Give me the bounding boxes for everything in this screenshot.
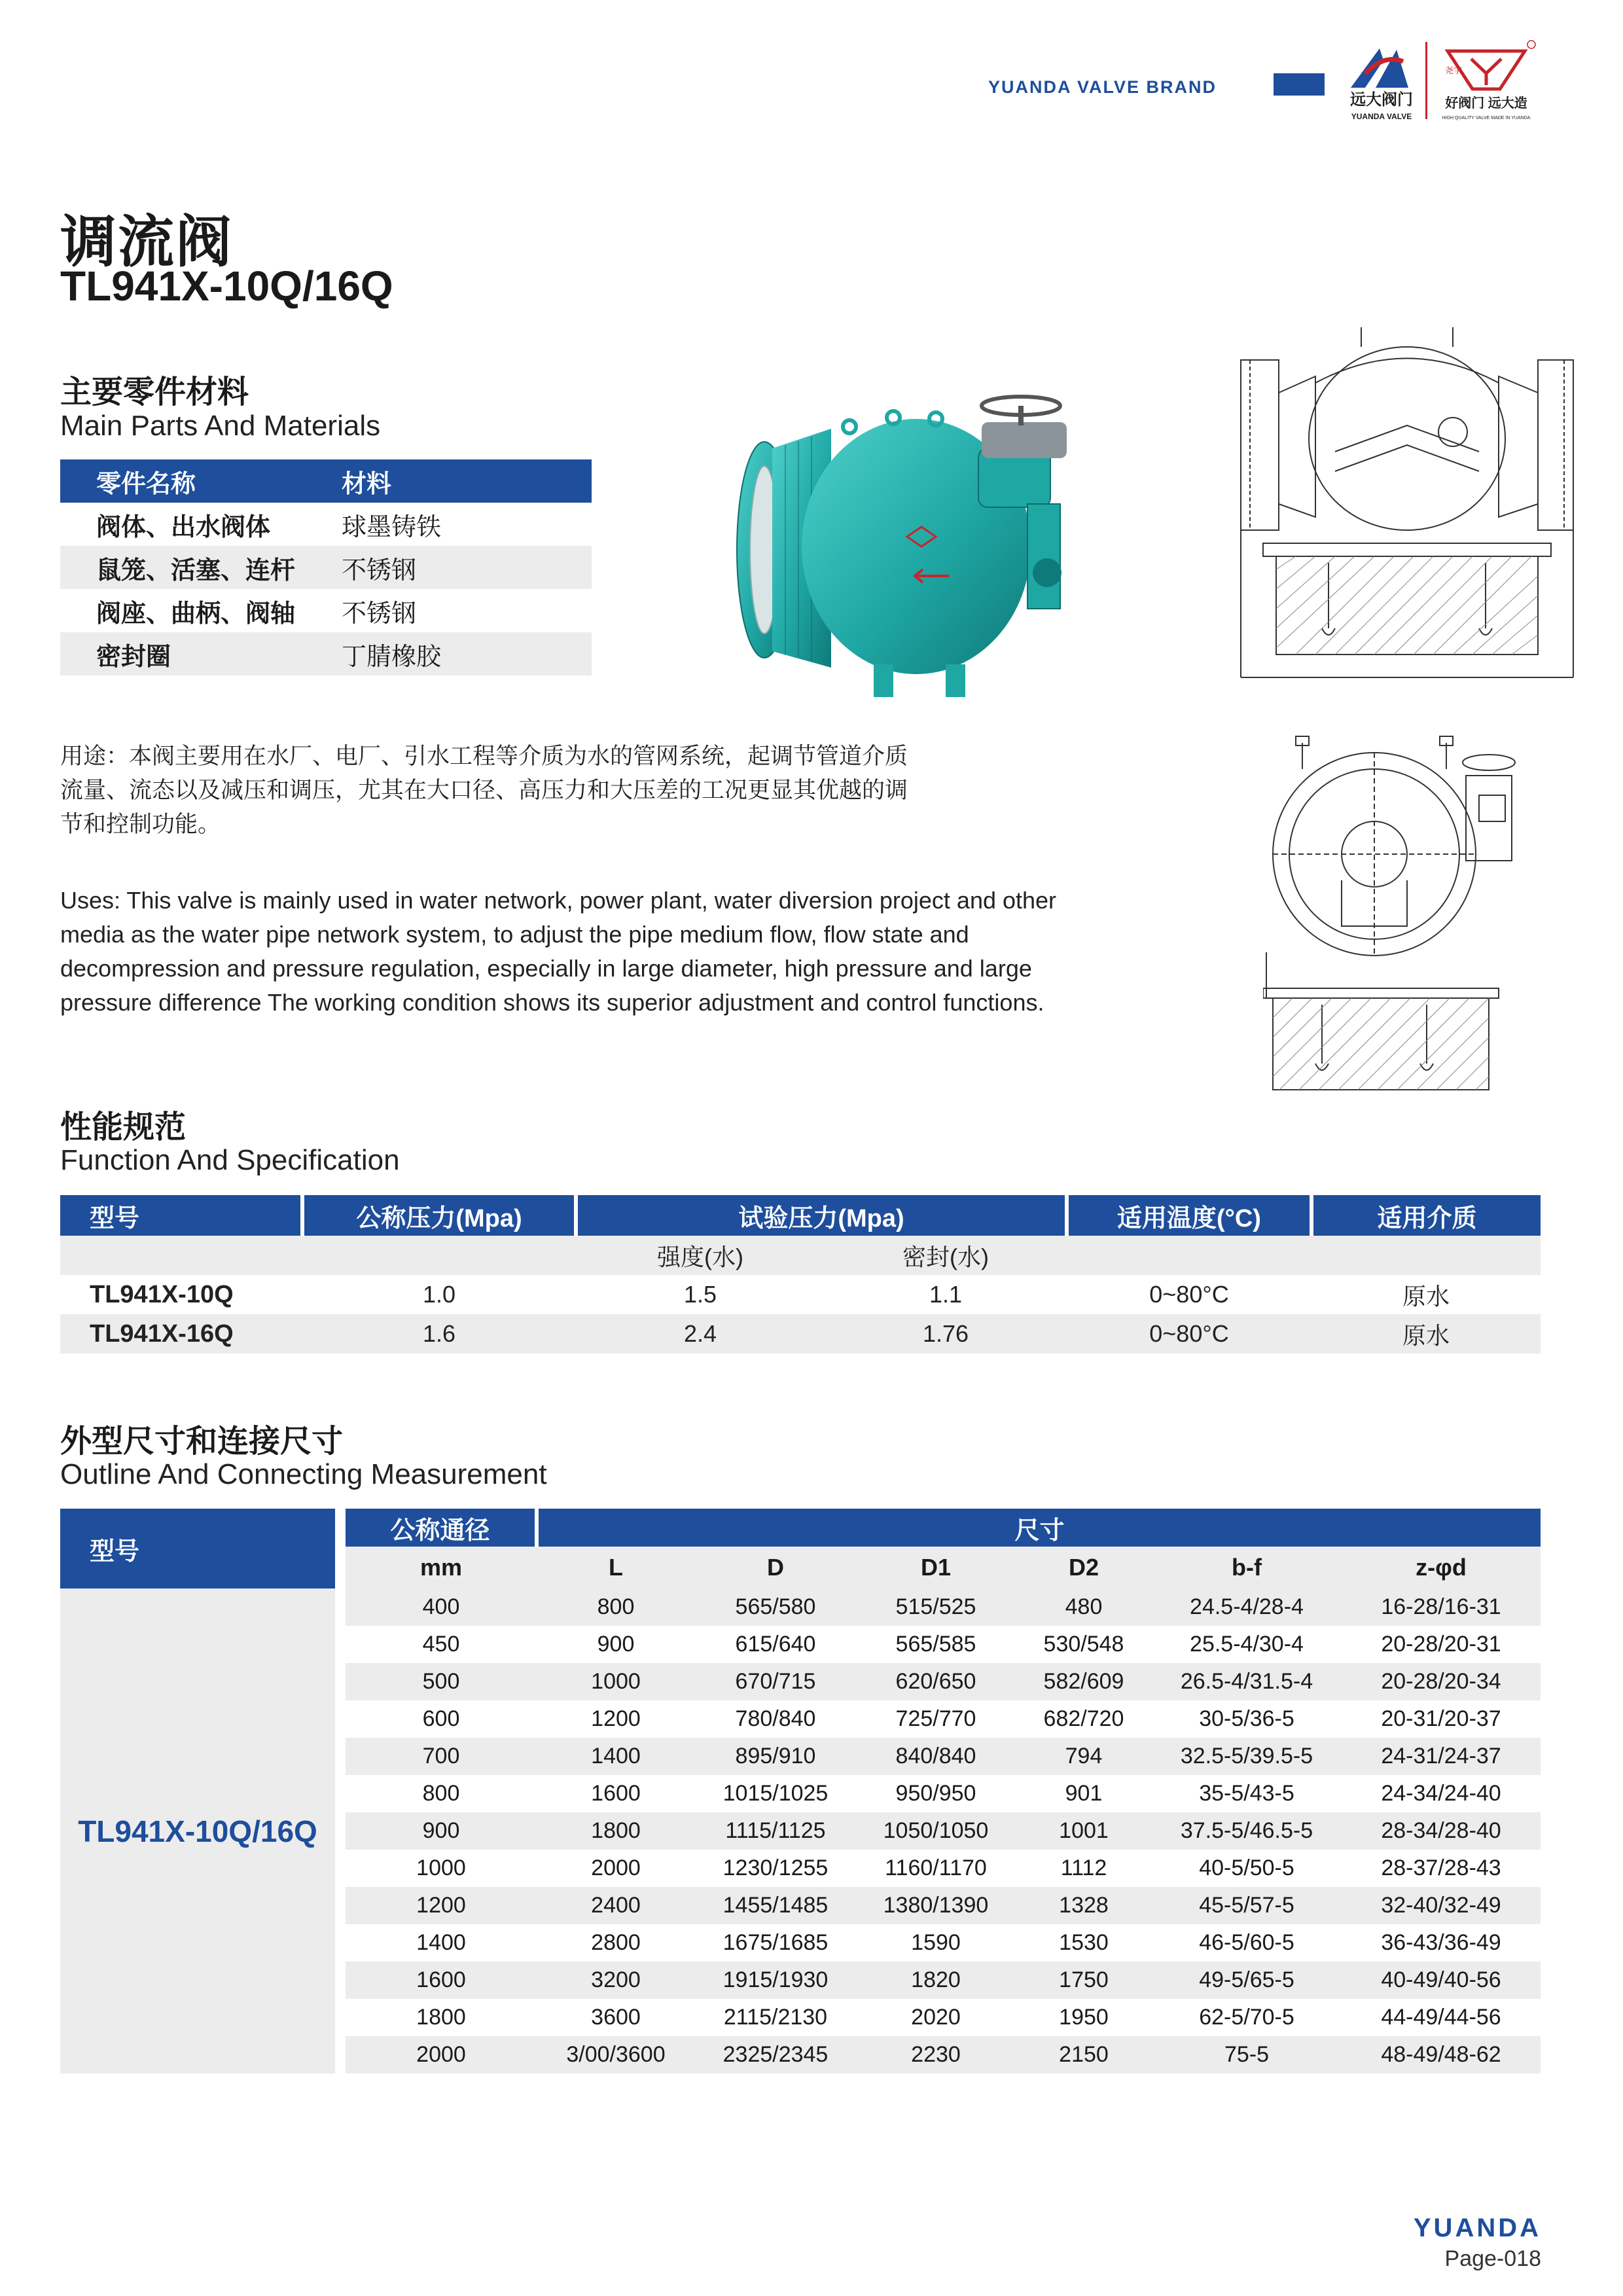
- dim-cell: 1950: [1016, 1999, 1152, 2036]
- dim-body: [60, 1588, 1541, 2073]
- logo-left-zh: 远大阀门: [1350, 91, 1413, 109]
- dim-cell: 780/840: [695, 1700, 856, 1738]
- dim-cell: 900: [340, 1812, 537, 1850]
- dim-subheader: L: [537, 1547, 695, 1588]
- dim-header-row: [60, 1509, 1541, 1547]
- dim-cell: 45-5/57-5: [1152, 1887, 1342, 1924]
- dim-cell: 2800: [537, 1924, 695, 1962]
- dim-cell: 800: [340, 1775, 537, 1812]
- dim-cell: 28-34/28-40: [1342, 1812, 1541, 1850]
- dim-cell: 24-31/24-37: [1342, 1738, 1541, 1775]
- dim-cell: 37.5-5/46.5-5: [1152, 1812, 1342, 1850]
- dim-cell: 20-28/20-34: [1342, 1663, 1541, 1700]
- table-row: [60, 546, 592, 589]
- dim-cell: 46-5/60-5: [1152, 1924, 1342, 1962]
- spec-title-en: Function And Specification: [60, 1144, 400, 1176]
- dim-cell: 75-5: [1152, 2036, 1342, 2073]
- dim-cell: 565/585: [856, 1626, 1016, 1663]
- table-row: [60, 589, 592, 632]
- spec-cell: 1.0: [302, 1275, 576, 1314]
- part-material: 不锈钢: [342, 589, 592, 632]
- dim-cell: 1112: [1016, 1850, 1152, 1887]
- brand-text: YUANDA VALVE BRAND: [988, 77, 1217, 97]
- spec-header-model: 型号: [60, 1195, 302, 1236]
- table-row: [60, 1588, 1541, 1626]
- dim-cell: 900: [537, 1626, 695, 1663]
- logo-left-en: YUANDA VALVE: [1351, 112, 1412, 121]
- dim-cell: 40-5/50-5: [1152, 1850, 1342, 1887]
- part-material: 不锈钢: [342, 546, 592, 589]
- dim-subheader: z-φd: [1342, 1547, 1541, 1588]
- dim-cell: 1380/1390: [856, 1887, 1016, 1924]
- dim-cell: 2150: [1016, 2036, 1152, 2073]
- dim-cell: 3/00/3600: [537, 2036, 695, 2073]
- description-zh-line: 流量、流态以及减压和调压，尤其在大口径、高压力和大压差的工况更显其优越的调: [60, 778, 908, 803]
- dim-model: TL941X-10Q/16Q: [60, 1588, 340, 2073]
- dim-cell: 28-37/28-43: [1342, 1850, 1541, 1887]
- spec-cell: 1.1: [825, 1275, 1067, 1314]
- parts-header-row: [60, 459, 592, 503]
- dim-cell: 2400: [537, 1887, 695, 1924]
- dim-subheader: D2: [1016, 1547, 1152, 1588]
- yuanda-logo: [1346, 34, 1418, 126]
- dim-header-dn: 公称通径: [340, 1509, 537, 1547]
- page-title: 调流阀: [60, 211, 233, 274]
- part-name: 密封圈: [60, 632, 342, 675]
- spec-cell: 0~80°C: [1067, 1314, 1311, 1354]
- dim-cell: 1015/1025: [695, 1775, 856, 1812]
- dim-cell: 1230/1255: [695, 1850, 856, 1887]
- dim-cell: 3600: [537, 1999, 695, 2036]
- dim-cell: 30-5/36-5: [1152, 1700, 1342, 1738]
- dim-cell: 1820: [856, 1962, 1016, 1999]
- dim-cell: 895/910: [695, 1738, 856, 1775]
- dim-cell: 1530: [1016, 1924, 1152, 1962]
- spec-subheader-row: [60, 1236, 1541, 1275]
- dim-cell: 1915/1930: [695, 1962, 856, 1999]
- dim-cell: 62-5/70-5: [1152, 1999, 1342, 2036]
- dim-cell: 670/715: [695, 1663, 856, 1700]
- dim-cell: 24-34/24-40: [1342, 1775, 1541, 1812]
- table-row: [60, 632, 592, 675]
- dim-cell: 3200: [537, 1962, 695, 1999]
- dim-cell: 1400: [537, 1738, 695, 1775]
- dim-table: [60, 1509, 1541, 2073]
- part-name: 阀座、曲柄、阀轴: [60, 589, 342, 632]
- description-en: [60, 884, 1056, 1020]
- dim-cell: 1750: [1016, 1962, 1152, 1999]
- dim-cell: 1160/1170: [856, 1850, 1016, 1887]
- description-zh: [60, 740, 908, 842]
- dim-cell: 950/950: [856, 1775, 1016, 1812]
- dim-cell: 600: [340, 1700, 537, 1738]
- logo-right-mark: 尧字: [1445, 65, 1463, 75]
- dim-cell: 32-40/32-49: [1342, 1887, 1541, 1924]
- dim-title-zh: 外型尺寸和连接尺寸: [60, 1424, 344, 1459]
- spec-title-zh: 性能规范: [60, 1110, 187, 1145]
- spec-cell: 原水: [1311, 1275, 1541, 1314]
- dim-cell: 25.5-4/30-4: [1152, 1626, 1342, 1663]
- dim-cell: 480: [1016, 1588, 1152, 1626]
- dim-cell: 2230: [856, 2036, 1016, 2073]
- dim-cell: 20-28/20-31: [1342, 1626, 1541, 1663]
- dim-cell: 725/770: [856, 1700, 1016, 1738]
- dim-header-size: 尺寸: [537, 1509, 1541, 1547]
- description-zh-line: 节和控制功能。: [60, 812, 221, 837]
- part-material: 丁腈橡胶: [342, 632, 592, 675]
- parts-title-en: Main Parts And Materials: [60, 410, 381, 442]
- dim-cell: 16-28/16-31: [1342, 1588, 1541, 1626]
- dim-cell: 1000: [340, 1850, 537, 1887]
- dim-cell: 2000: [340, 2036, 537, 2073]
- table-row: [60, 1275, 1541, 1314]
- dim-header-model: 型号: [60, 1509, 340, 1588]
- page-number: Page-018: [1444, 2246, 1541, 2271]
- dim-cell: 1001: [1016, 1812, 1152, 1850]
- dim-cell: 1050/1050: [856, 1812, 1016, 1850]
- dim-cell: 1400: [340, 1924, 537, 1962]
- dim-cell: 450: [340, 1626, 537, 1663]
- spec-header-medium: 适用介质: [1311, 1195, 1541, 1236]
- dim-cell: 620/650: [856, 1663, 1016, 1700]
- dim-subheader: D1: [856, 1547, 1016, 1588]
- logo-separator: [1425, 42, 1427, 119]
- spec-cell: 1.6: [302, 1314, 576, 1354]
- dim-subheader: D: [695, 1547, 856, 1588]
- spec-table: [60, 1195, 1541, 1354]
- spec-header-temp: 适用温度(°C): [1067, 1195, 1311, 1236]
- dim-cell: 32.5-5/39.5-5: [1152, 1738, 1342, 1775]
- logo-right-en: HIGH QUALITY VALVE MADE IN YUANDA: [1442, 116, 1531, 120]
- dim-subheader: b-f: [1152, 1547, 1342, 1588]
- dim-cell: 1800: [537, 1812, 695, 1850]
- spec-cell: 0~80°C: [1067, 1275, 1311, 1314]
- dim-cell: 20-31/20-37: [1342, 1700, 1541, 1738]
- spec-subheader-strength: 强度(水): [576, 1236, 825, 1275]
- dim-cell: 400: [340, 1588, 537, 1626]
- dim-cell: 1675/1685: [695, 1924, 856, 1962]
- dim-cell: 565/580: [695, 1588, 856, 1626]
- technical-drawing-front: [1263, 730, 1538, 1096]
- spec-header-row: [60, 1195, 1541, 1236]
- table-row: [60, 503, 592, 546]
- dim-cell: 794: [1016, 1738, 1152, 1775]
- spec-subheader-seal: 密封(水): [825, 1236, 1067, 1275]
- dim-cell: 1000: [537, 1663, 695, 1700]
- spec-cell: 原水: [1311, 1314, 1541, 1354]
- parts-header-material: 材料: [342, 459, 592, 503]
- spec-cell: 1.5: [576, 1275, 825, 1314]
- dim-cell: 530/548: [1016, 1626, 1152, 1663]
- dim-cell: 40-49/40-56: [1342, 1962, 1541, 1999]
- spec-cell: 2.4: [576, 1314, 825, 1354]
- dim-cell: 682/720: [1016, 1700, 1152, 1738]
- dim-cell: 615/640: [695, 1626, 856, 1663]
- dim-cell: 800: [537, 1588, 695, 1626]
- dim-cell: 48-49/48-62: [1342, 2036, 1541, 2073]
- dim-cell: 2325/2345: [695, 2036, 856, 2073]
- parts-table: [60, 459, 592, 675]
- dim-cell: 26.5-4/31.5-4: [1152, 1663, 1342, 1700]
- table-row: [60, 1314, 1541, 1354]
- description-en-line: pressure difference The working condition shows its superior adjustment and control functions.: [60, 989, 1044, 1016]
- dim-subheader: mm: [340, 1547, 537, 1588]
- brand-bar: [1274, 73, 1325, 96]
- footer-brand: YUANDA: [1413, 2214, 1541, 2242]
- spec-header-nominal: 公称压力(Mpa): [302, 1195, 576, 1236]
- description-zh-line: 用途：本阀主要用在水厂、电厂、引水工程等介质为水的管网系统，起调节管道介质: [60, 744, 908, 769]
- dim-cell: 1200: [537, 1700, 695, 1738]
- dim-cell: 840/840: [856, 1738, 1016, 1775]
- dim-cell: 1590: [856, 1924, 1016, 1962]
- part-name: 鼠笼、活塞、连杆: [60, 546, 342, 589]
- dim-cell: 2000: [537, 1850, 695, 1887]
- dim-cell: 1328: [1016, 1887, 1152, 1924]
- dim-cell: 35-5/43-5: [1152, 1775, 1342, 1812]
- spec-model: TL941X-10Q: [60, 1275, 302, 1314]
- spec-cell: 1.76: [825, 1314, 1067, 1354]
- description-en-line: decompression and pressure regulation, especially in large diameter, high pressure and large: [60, 955, 1032, 982]
- dim-cell: 515/525: [856, 1588, 1016, 1626]
- parts-header-name: 零件名称: [60, 459, 342, 503]
- description-en-line: Uses: This valve is mainly used in water network, power plant, water diversion project and other: [60, 887, 1057, 914]
- dim-cell: 901: [1016, 1775, 1152, 1812]
- dim-cell: 1600: [537, 1775, 695, 1812]
- dim-cell: 1455/1485: [695, 1887, 856, 1924]
- dim-cell: 36-43/36-49: [1342, 1924, 1541, 1962]
- valve-photo: [733, 386, 1086, 707]
- description-en-line: media as the water pipe network system, to adjust the pipe medium flow, flow state and: [60, 921, 969, 948]
- dim-cell: 1200: [340, 1887, 537, 1924]
- page-model: TL941X-10Q/16Q: [60, 262, 393, 310]
- dim-cell: 582/609: [1016, 1663, 1152, 1700]
- dim-cell: 49-5/65-5: [1152, 1962, 1342, 1999]
- spec-model: TL941X-16Q: [60, 1314, 302, 1354]
- dim-cell: 700: [340, 1738, 537, 1775]
- dim-cell: 2115/2130: [695, 1999, 856, 2036]
- dim-cell: 500: [340, 1663, 537, 1700]
- yaozi-logo: [1435, 37, 1538, 124]
- logo-right-zh: 好阀门 远大造: [1445, 96, 1527, 111]
- dim-cell: 44-49/44-56: [1342, 1999, 1541, 2036]
- dim-title-en: Outline And Connecting Measurement: [60, 1458, 547, 1490]
- dim-cell: 1800: [340, 1999, 537, 2036]
- spec-header-test: 试验压力(Mpa): [576, 1195, 1067, 1236]
- technical-drawing-side: [1237, 321, 1577, 681]
- dim-cell: 1600: [340, 1962, 537, 1999]
- dim-cell: 24.5-4/28-4: [1152, 1588, 1342, 1626]
- part-material: 球墨铸铁: [342, 503, 592, 546]
- parts-title-zh: 主要零件材料: [60, 375, 249, 410]
- dim-cell: 1115/1125: [695, 1812, 856, 1850]
- part-name: 阀体、出水阀体: [60, 503, 342, 546]
- dim-cell: 2020: [856, 1999, 1016, 2036]
